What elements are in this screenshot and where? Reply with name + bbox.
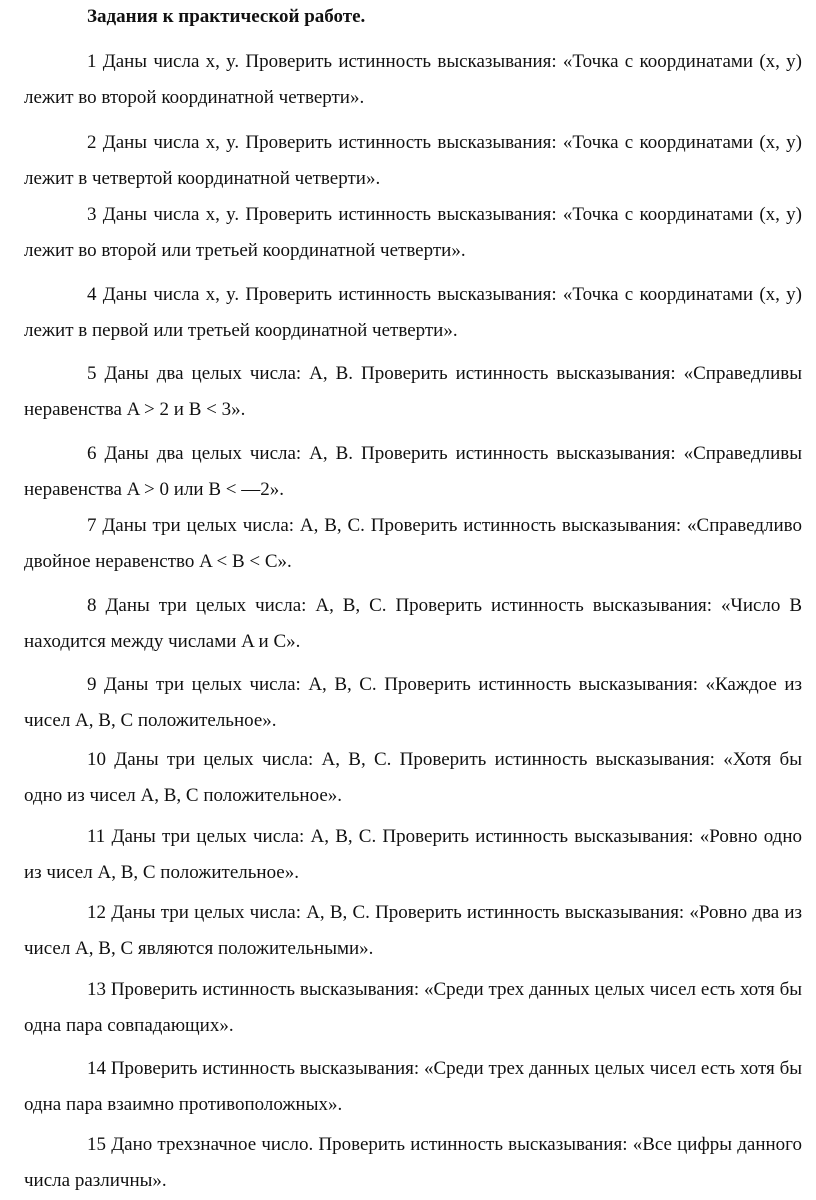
task-number: 8 bbox=[87, 595, 97, 616]
task-12 bbox=[24, 895, 802, 967]
task-7 bbox=[24, 508, 802, 580]
task-number: 14 bbox=[87, 1058, 106, 1079]
task-14 bbox=[24, 1051, 802, 1123]
task-text: Даны три целых числа: А, В, С. Проверить истинность высказывания: «Ровно два из чисел А, В, С являются положительными». bbox=[24, 902, 803, 959]
task-number: 5 bbox=[87, 363, 97, 384]
task-text: Проверить истинность высказывания: «Среди трех данных целых чисел есть хотя бы одна пара совпадающих». bbox=[24, 979, 803, 1036]
task-1 bbox=[24, 44, 802, 116]
task-number: 2 bbox=[87, 132, 97, 153]
task-15 bbox=[24, 1127, 802, 1199]
task-number: 1 bbox=[87, 51, 97, 72]
task-number: 4 bbox=[87, 284, 97, 305]
task-11 bbox=[24, 819, 802, 891]
task-number: 15 bbox=[87, 1134, 106, 1155]
page-title: Задания к практической работе. bbox=[87, 6, 366, 27]
task-number: 7 bbox=[87, 515, 97, 536]
task-5 bbox=[24, 356, 802, 428]
task-text: Даны числа x, y. Проверить истинность высказывания: «Точка с координатами (x, y) лежит во второй координатной четверти». bbox=[24, 51, 802, 108]
task-number: 6 bbox=[87, 443, 97, 464]
task-4 bbox=[24, 277, 802, 349]
task-number: 9 bbox=[87, 674, 97, 695]
task-number: 10 bbox=[87, 749, 106, 770]
task-text: Даны два целых числа: А, В. Проверить истинность высказывания: «Справедливы неравенства A > 0 или B < —2». bbox=[24, 443, 802, 500]
task-text: Даны три целых числа: А, В, С. Проверить истинность высказывания: «Справедливо двойное неравенство A < B < C». bbox=[24, 515, 803, 572]
task-2 bbox=[24, 125, 802, 197]
task-text: Даны числа x, y. Проверить истинность высказывания: «Точка с координатами (x, y) лежит в четвертой координатной четверти». bbox=[24, 132, 802, 189]
task-number: 11 bbox=[87, 826, 106, 847]
task-number: 13 bbox=[87, 979, 106, 1000]
task-number: 3 bbox=[87, 204, 97, 225]
task-6 bbox=[24, 436, 802, 508]
task-9 bbox=[24, 667, 802, 739]
task-text: Даны числа x, y. Проверить истинность высказывания: «Точка с координатами (x, y) лежит в первой или третьей координатной четверти». bbox=[24, 284, 802, 341]
task-text: Даны два целых числа: A, B. Проверить истинность высказывания: «Справедливы неравенства A > 2 и B < 3». bbox=[24, 363, 802, 420]
task-8 bbox=[24, 588, 802, 660]
task-text: Проверить истинность высказывания: «Среди трех данных целых чисел есть хотя бы одна пара взаимно противоположных». bbox=[24, 1058, 803, 1115]
task-number: 12 bbox=[87, 902, 106, 923]
task-text: Даны три целых числа: A, B, C. Проверить истинность высказывания: «Каждое из чисел A, B, C положительное». bbox=[24, 674, 803, 731]
task-text: Дано трехзначное число. Проверить истинность высказывания: «Все цифры данного числа различны». bbox=[24, 1134, 802, 1191]
task-text: Даны три целых числа: A, B, C. Проверить истинность высказывания: «Ровно одно из чисел A, B, C положительное». bbox=[24, 826, 803, 883]
task-text: Даны числа x, y. Проверить истинность высказывания: «Точка с координатами (x, y) лежит во второй или третьей координатной четверти». bbox=[24, 204, 802, 261]
task-10 bbox=[24, 742, 802, 814]
task-text: Даны три целых числа: A, B, C. Проверить истинность высказывания: «Число B находится между числами A и C». bbox=[24, 595, 802, 652]
task-text: Даны три целых числа: A, B, C. Проверить истинность высказывания: «Хотя бы одно из чисел A, B, C положительное». bbox=[24, 749, 802, 806]
task-13 bbox=[24, 972, 802, 1044]
task-3 bbox=[24, 197, 802, 269]
